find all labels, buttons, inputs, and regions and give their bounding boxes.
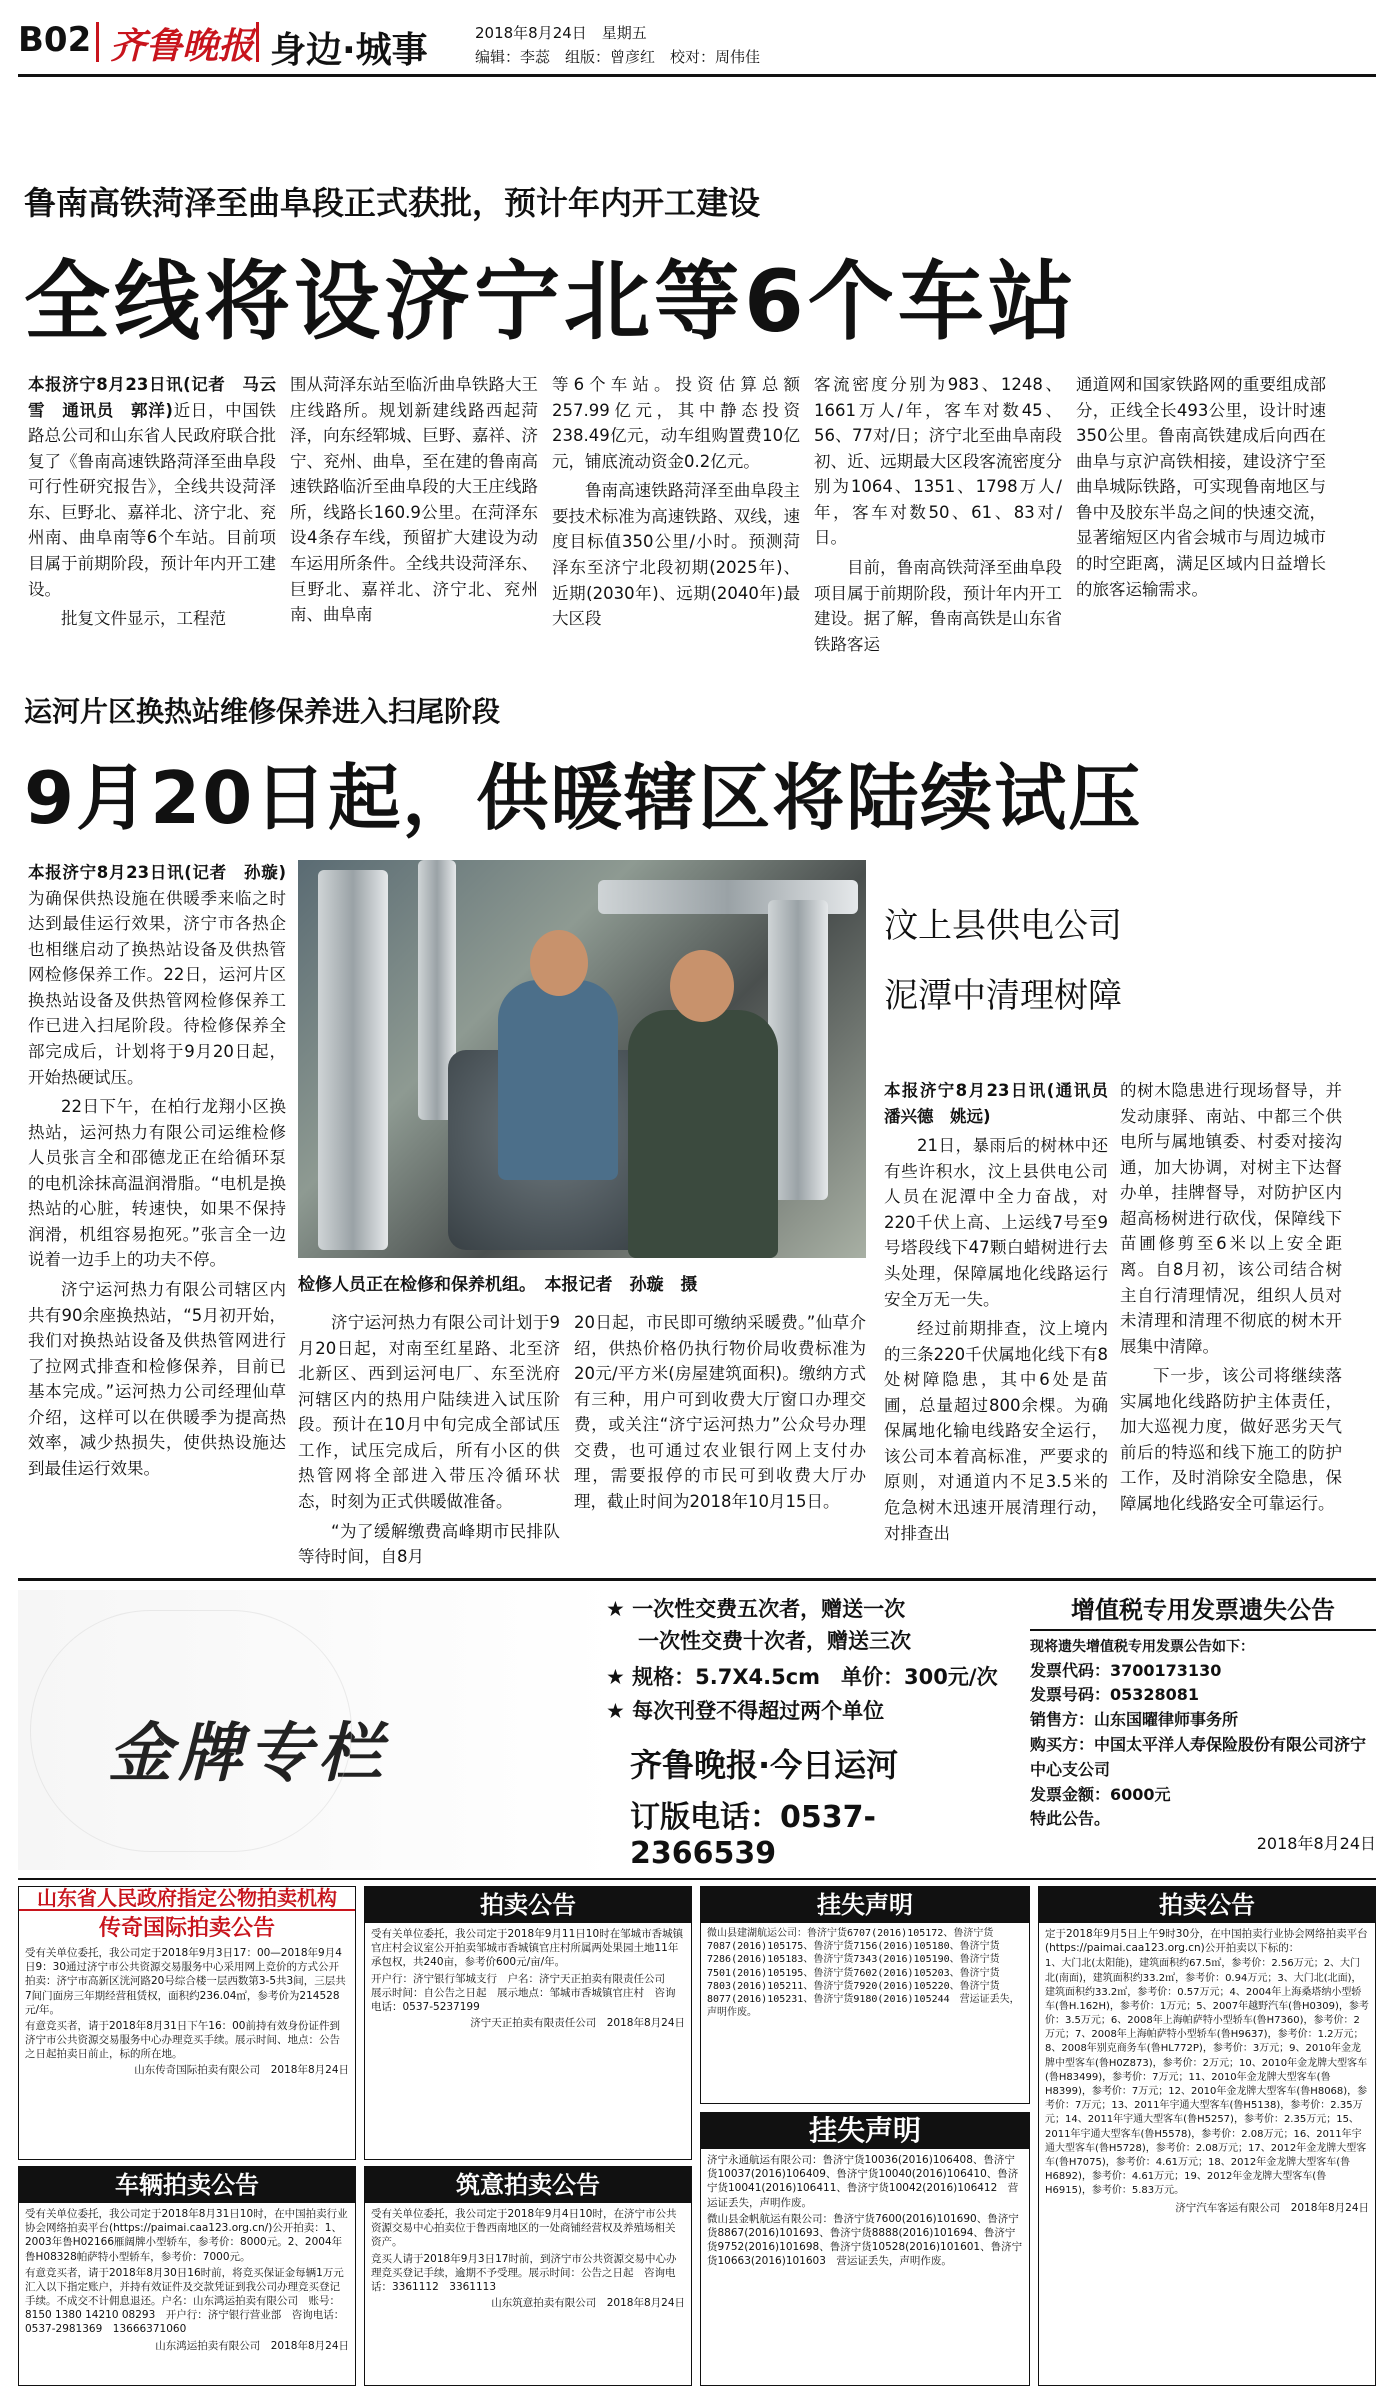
- story3-title-1: 汶上县供电公司: [884, 906, 1122, 946]
- vat-amount: 发票金额：6000元: [1030, 1784, 1171, 1804]
- ad-brand: 齐鲁晚报·今日运河: [630, 1746, 899, 1784]
- story1-text: 等6个车站。投资估算总额257.99亿元，其中静态投资238.49亿元，动车组购置费10亿元，铺底流动资金0.2亿元。: [552, 375, 800, 471]
- vat-code: 发票代码：3700173130: [1030, 1660, 1222, 1680]
- story1-col2: [290, 372, 538, 632]
- ad-promo-4: ★ 每次刊登不得超过两个单位: [606, 1699, 885, 1723]
- story1-kicker: 鲁南高铁菏泽至曲阜段正式获批，预计年内开工建设: [24, 184, 761, 222]
- page-number: B02: [18, 20, 92, 60]
- classified-text: 济宁永通航运有限公司：鲁济宁货10036(2016)106408、鲁济宁货10037(2016)106409、鲁济宁货10040(2016)106410、鲁济宁货10041(2016)106411、鲁济宁货10042(2016)106412 营运证丢失，声明作废。: [707, 2154, 1019, 2209]
- vat-notice: [1030, 1590, 1376, 1870]
- classified-footer: 山东传奇国际拍卖有限公司 2018年8月24日: [134, 2064, 349, 2077]
- photo-caption: 检修人员正在检修和保养机组。 本报记者 孙璇 摄: [298, 1275, 698, 1295]
- classified-list: 1、大门北(太阳能)，建筑面积约67.5㎡，参考价：2.56万元；2、大门北(南面)，建筑面积约33.2㎡，参考价：0.94万元；3、大门北(北面)，建筑面积约33.2㎡，参考价：0.57万元；4、2004年上海桑塔纳小型轿车(鲁H.162H)，参考价：1万元；5、2007年越野汽车(鲁H0309)，参考价：3.5万元；6、2008年上海帕萨特小型轿车(鲁H7360)，参考价：2万元；7、2008年上海帕萨特小型轿车(鲁H9637)，参考价：1.2万元；8、2008年别克商务车(鲁HL772P)，参考价：3万元；9、2010年金龙牌中型客车(鲁H0Z873)，参考价：2万元；10、2010年金龙牌大型客车(鲁H83499)，参考价：7万元；11、2010年金龙牌大型客车(鲁H8399)，参考价：7万元；12、2010年金龙牌大型客车(鲁H8068)，参考价：7万元；13、2011年宇通大型客车(鲁H5138)，参考价：2.35万元；14、2011年宇通大型客车(鲁H5257)，参考价：2.35万元；15、2011年宇通大型客车(鲁H5578)，参考价：2.08万元；16、2011年宇通大型客车(鲁H5728)，参考价：2.08万元；17、2012年金龙牌大型客车(鲁H7075)，参考价：4.61万元；18、2012年金龙牌大型客车(鲁H6892)，参考价：4.61万元；19、2012年金龙牌大型客车(鲁H6915)，参考价：5.83万元。: [1045, 1958, 1369, 2197]
- classified-footer: 济宁汽车客运有限公司 2018年8月24日: [1175, 2201, 1369, 2214]
- classified-title: 挂失声明: [701, 1887, 1029, 1923]
- classified-title: 挂失声明: [701, 2113, 1029, 2149]
- story3-text: 的树木隐患进行现场督导，并发动康驿、南站、中都三个供电所与属地镇委、村委对接沟通，加大协调，对树主下达督办单，挂牌督导，对防护区内超高杨树进行砍伐，保障线下苗圃修剪至6米以上安全距离。自8月初，该公司结合树主自行清理情况，组织人员对未清理和清理不彻底的树木开展集中清障。: [1120, 1081, 1342, 1356]
- classified-title: 传奇国际拍卖公告: [98, 1916, 275, 1941]
- story1-headline: 全线将设济宁北等6个车站: [24, 252, 1078, 352]
- story1-text: 客流密度分别为983、1248、1661万人/年，客车对数45、56、77对/日；济宁北至曲阜南段初、近、远期最大区段客流密度分别为1064、1351、1798万人/年，客车对数50、61、83对/日。: [814, 375, 1062, 548]
- masthead-rule: [18, 74, 1376, 77]
- classified-footer: 山东鸿运拍卖有限公司 2018年8月24日: [155, 2339, 349, 2352]
- ad-phone: 订版电话：0537-2366539: [630, 1800, 876, 1871]
- classified-text: 受有关单位委托，我公司定于2018年8月31日10时，在中国拍卖行业协会网络拍卖平台(https://paimai.caa123.org.cn/)公开拍卖：1、2003年鲁H02166雁阔牌小型轿车，参考价：8000元。2、2004年鲁H08328帕萨特小型轿车，参考价：7000元。: [25, 2208, 348, 2263]
- story2-text: 济宁运河热力有限公司辖区内共有90余座换热站，“5月初开始，我们对换热站设备及供热管网进行了拉网式排查和检修保养，目前已基本完成。”运河热力公司经理仙草介绍，这样可以在供暖季为提高热效率，减少热损失，使供热设施达到最佳运行效果。: [28, 1280, 286, 1478]
- story1-text: 目前，鲁南高铁菏泽至曲阜段项目属于前期阶段，预计年内开工建设。据了解，鲁南高铁是山东省铁路客运: [814, 557, 1062, 654]
- vat-buyer: 购买方：中国太平洋人寿保险股份有限公司济宁中心支公司: [1030, 1735, 1367, 1779]
- ad-promo-3: ★ 规格：5.7X4.5cm 单价：300元/次: [606, 1665, 998, 1689]
- divider: [96, 22, 99, 62]
- classified-text: 受有关单位委托，我公司定于2018年9月4日10时，在济宁市公共资源交易中心拍卖位于鲁西南地区的一处商铺经营权及养殖场相关资产。: [371, 2208, 677, 2249]
- story1-text: 批复文件显示，工程范: [61, 609, 226, 629]
- classified-auction-1: [18, 1886, 356, 2160]
- classified-rule: [18, 1878, 1376, 1880]
- news-photo: [298, 860, 866, 1258]
- classified-title: 拍卖公告: [1039, 1887, 1375, 1923]
- story3-byline: 本报济宁8月23日讯(通讯员 潘兴德 姚远): [884, 1081, 1125, 1126]
- classified-text: 受有关单位委托，我公司定于2018年9月3日17：00—2018年9月4日9：30通过济宁市公共资源交易服务中心采用网上竞价的方式公开拍卖：济宁市高新区洸河路20号综合楼一层西数第3-5共3间，三层共7间门面房三年期经营租赁权，面积约236.04㎡，参考价为214528元/年。: [25, 1947, 346, 2016]
- classified-text: 受有关单位委托，我公司定于2018年9月11日10时在邹城市香城镇官庄村会议室公开拍卖邹城市香城镇官庄村所属两处果园土地11年承包权，共240亩，参考价600元/亩/年。: [371, 1928, 684, 1969]
- story1-col5: [1076, 372, 1326, 606]
- classified-footer: 济宁天正拍卖有限责任公司 2018年8月24日: [470, 2017, 685, 2030]
- story1-text: 鲁南高速铁路菏泽至曲阜段主要技术标准为高速铁路、双线，速度目标值350公里/小时。预测菏泽东至济宁北段初期(2025年)、近期(2030年)、远期(2040年)最大区段: [552, 481, 800, 629]
- gold-column-ad: [18, 1590, 1018, 1870]
- masthead: [0, 0, 1394, 72]
- classified-loss-1: [700, 1886, 1030, 2104]
- story1-text: 围从菏泽东站至临沂曲阜铁路大王庄线路所。规划新建线路西起菏泽，向东经郓城、巨野、嘉祥、济宁、兖州、曲阜，至在建的鲁南高速铁路临沂至曲阜段的大王庄线路所，线路长160.9公里。在菏泽东设4条存车线，预留扩大建设为动车运用所条件。全线共设菏泽东、巨野北、嘉祥北、济宁北、兖州南、曲阜南: [290, 375, 538, 625]
- classified-text: 开户行：济宁银行邹城支行 户名：济宁天正拍卖有限责任公司 展示时间：自公告之日起 展示地点：邹城市香城镇官庄村 咨询电话：0537-5237199: [371, 1972, 676, 2013]
- classified-text: 有意竞买者，请于2018年8月30日16时前，将竞买保证金每辆1万元汇入以下指定账户，并持有效证件及交款凭证到我公司办理竞买登记手续。不成交不计佣息退还。户名：山东鸿运拍卖有限公司 账号：8150 1380 14210 08293 开户行：济宁银行营业部 咨询电话：0537-2981369 13666371060: [25, 2266, 345, 2336]
- classified-vehicle-auction: [18, 2166, 356, 2386]
- classified-text: 微山县建湖航运公司：鲁济宁货6707(2016)105172、鲁济宁货7087(2016)105175、鲁济宁货7156(2016)105180、鲁济宁货7286(2016)105183、鲁济宁货7343(2016)105190、鲁济宁货7501(2016)105195、鲁济宁货7602(2016)105203、鲁济宁货7803(2016)105211、鲁济宁货7920(2016)105220、鲁济宁货8077(2016)105231、鲁济宁货9180(2016)105244 营运证丢失，声明作废。: [707, 1928, 1020, 2019]
- classified-text: 定于2018年9月5日上午9时30分，在中国拍卖行业协会网络拍卖平台(https://paimai.caa123.org.cn)公开拍卖以下标的：: [1045, 1928, 1368, 1955]
- classified-footer: 山东筑意拍卖有限公司 2018年8月24日: [491, 2297, 685, 2310]
- story3-col1: [884, 1078, 1125, 1550]
- ad-promo-1: ★ 一次性交费五次者，赠送一次: [606, 1597, 906, 1621]
- paper-logo: 齐鲁晚报: [110, 25, 255, 67]
- story2-text: 济宁运河热力有限公司计划于9月20日起，对南至红星路、北至济北新区、西到运河电厂、东至洸府河辖区内的热用户陆续进入试压阶段。预计在10月中旬完成全部试压工作，试压完成后，所有小区的供热管网将全部进入带压冷循环状态，时刻为正式供暖做准备。: [298, 1313, 560, 1511]
- story1-text: 近日，中国铁路总公司和山东省人民政府联合批复了《鲁南高速铁路菏泽至曲阜段可行性研究报告》，全线共设菏泽东、巨野北、嘉祥北、济宁北、兖州南、曲阜南等6个车站。目前项目属于前期阶段，预计年内开工建设。: [28, 400, 277, 599]
- story2-kicker: 运河片区换热站维修保养进入扫尾阶段: [24, 695, 501, 728]
- story2-col2: [298, 1310, 560, 1574]
- story2-headline: 9月20日起，供暖辖区将陆续试压: [24, 756, 1143, 840]
- classified-loss-2: [700, 2112, 1030, 2386]
- classified-title: 拍卖公告: [365, 1887, 691, 1923]
- story1-byline: 本报济宁8月23日讯(记者 马云雪 通讯员 郭洋): [28, 375, 276, 420]
- vat-seller: 销售方：山东国曜律师事务所: [1030, 1710, 1239, 1730]
- story3-col2: [1120, 1078, 1342, 1521]
- story2-byline: 本报济宁8月23日讯(记者 孙璇): [28, 863, 286, 882]
- classified-title: 筑意拍卖公告: [365, 2167, 691, 2203]
- story1-text: 通道网和国家铁路网的重要组成部分，正线全长493公里，设计时速350公里。鲁南高铁建成后向西在曲阜与京沪高铁相接，建设济宁至曲阜城际铁路，可实现鲁南地区与鲁中及胶东半岛之间的快速交流，显著缩短区内省会城市与周边城市的时空距离，满足区域内日益增长的旅客运输需求。: [1076, 375, 1326, 599]
- vat-end: 特此公告。: [1030, 1809, 1111, 1829]
- story2-text: 20日起，市民即可缴纳采暖费。”仙草介绍，供热价格仍执行物价局收费标准为20元/平方米(房屋建筑面积)。缴纳方式有三种，用户可到收费大厅窗口办理交费，或关注“济宁运河热力”公众号办理交费，也可通过农业银行网上支付办理，需要报停的市民可到收费大厅办理，截止时间为2018年10月15日。: [574, 1313, 866, 1511]
- vat-date: 2018年8月24日: [1256, 1834, 1376, 1854]
- classified-zhuyi-auction: [364, 2166, 692, 2386]
- ad-promo-2: 一次性交费十次者，赠送三次: [638, 1629, 911, 1653]
- classified-title: 车辆拍卖公告: [19, 2167, 355, 2203]
- story3-text: 下一步，该公司将继续落实属地化线路防护主体责任，加大巡视力度，做好恶劣天气前后的特巡和线下施工的防护工作，及时消除安全隐患，保障属地化线路安全可靠运行。: [1120, 1366, 1342, 1513]
- story3-text: 21日，暴雨后的树林中还有些许积水，汶上县供电公司人员在泥潭中全力奋战，对220千伏上高、上运线7号至9号塔段线下47颗白蜡树进行去头处理，保障属地化线路运行安全万无一失。: [884, 1136, 1108, 1309]
- vat-intro: 现将遗失增值税专用发票公告如下：: [1030, 1639, 1254, 1655]
- classified-auction-2: [364, 1886, 692, 2160]
- story3-text: 经过前期排查，汶上境内的三条220千伏属地化线下有8处树障隐患，其中6处是苗圃，总量超过800余棵。为确保属地化输电线路安全运行，该公司本着高标准，严要求的原则，对通道内不足3.5米的危急树木迅速开展清理行动，对排查出: [884, 1319, 1108, 1543]
- divider: [256, 22, 259, 62]
- vat-title: 增值税专用发票遗失公告: [1030, 1590, 1376, 1631]
- story1-col4: [814, 372, 1062, 661]
- story2-text: 为确保供热设施在供暖季来临之时达到最佳运行效果，济宁市各热企也相继启动了换热站设备及供热管网检修保养工作。22日，运河片区换热站设备及供热管网检修保养工作已进入扫尾阶段。待检修保养全部完成后，计划将于9月20日起，开始热硬试压。: [28, 888, 286, 1087]
- classified-text: 有意竞买者，请于2018年8月31日下午16：00前持有效身份证件到济宁市公共资源交易服务中心办理竞买手续。展示时间、地点：公告之日起拍卖日前止，标的所在地。: [25, 2019, 340, 2061]
- ad-calligraphy: 金牌专栏: [108, 1716, 388, 1791]
- section-title: 身边·城事: [270, 30, 428, 71]
- story1-col1: [28, 372, 276, 636]
- staff-line: 编辑：李蕊 组版：曾彦红 校对：周伟佳: [475, 48, 761, 66]
- classified-top: 山东省人民政府指定公物拍卖机构: [19, 1887, 355, 1911]
- classified-text: 竞买人请于2018年9月3日17时前，到济宁市公共资源交易中心办理竞买登记手续，逾期不予受理。展示时间：公告之日起 咨询电话：3361112 3361113: [371, 2252, 677, 2293]
- ad-section-rule: [18, 1578, 1376, 1581]
- story1-col3: [552, 372, 800, 636]
- story2-text: “为了缓解缴费高峰期市民排队等待时间，自8月: [298, 1521, 560, 1567]
- date-line: 2018年8月24日 星期五: [475, 24, 647, 42]
- story2-col1: [28, 860, 286, 1486]
- vat-number: 发票号码：05328081: [1030, 1685, 1200, 1705]
- story2-col3: [574, 1310, 866, 1519]
- story3-title-2: 泥潭中清理树障: [884, 976, 1122, 1016]
- classified-text: 微山县金帆航运有限公司：鲁济宁货7600(2016)101690、鲁济宁货8867(2016)101693、鲁济宁货8888(2016)101694、鲁济宁货9752(2016)101698、鲁济宁货10528(2016)101601、鲁济宁货10663(2016)101603 营运证丢失，声明作废。: [707, 2212, 1023, 2268]
- story2-text: 22日下午，在柏行龙翔小区换热站，运河热力有限公司运维检修人员张言全和邵德龙正在给循环泵的电机涂抹高温润滑脂。“电机是换热站的心脏，转速快，如果不保持润滑，机组容易抱死。”张言全一边说着一边手上的功夫不停。: [28, 1097, 286, 1270]
- classified-auction-4: [1038, 1886, 1376, 2386]
- ad-plum-art: [30, 1610, 352, 1852]
